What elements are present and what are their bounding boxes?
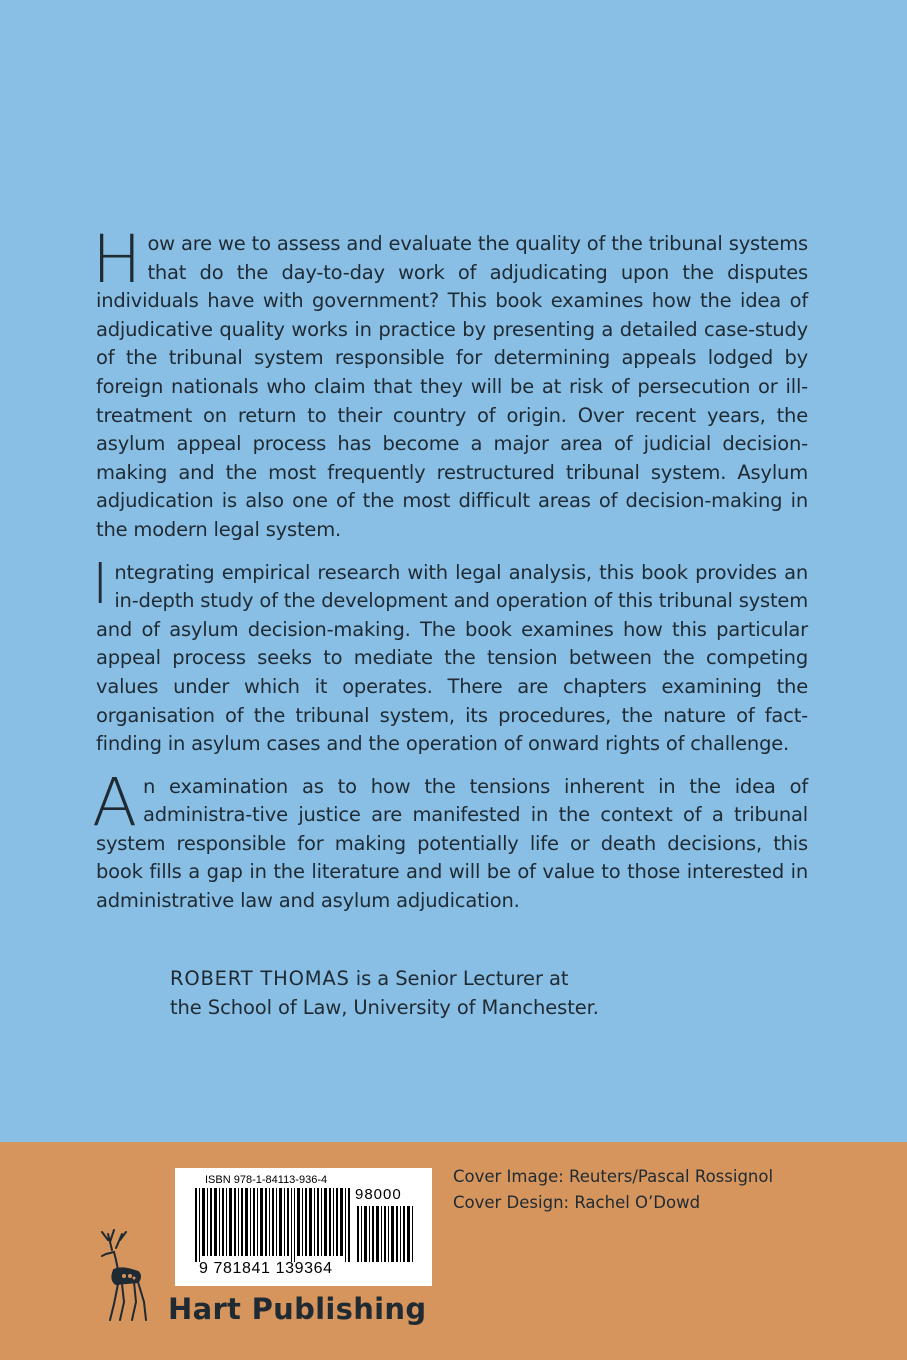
blurb-text: ntegrating empirical research with legal analysis, this book provides an in-depth study of the development and operation of this tribunal system and of asylum decision-making. The book examines how this particular appeal process seeks to mediate the tension between the competing values under which it operates. There are chapters examining the organisation of the tribunal system, its procedures, the nature of fact-finding in asylum cases and the operation of onward rights of challenge. <box>96 560 808 756</box>
blurb <box>92 221 808 930</box>
isbn-label: ISBN 978-1-84113-936-4 <box>205 1174 328 1186</box>
author-bio <box>170 964 690 1022</box>
cover-design-credit: Cover Design: Rachel O’Dowd <box>453 1193 701 1212</box>
author-bio-text: is a Senior Lecturer at <box>349 967 569 990</box>
blurb-paragraph-3 <box>92 763 808 916</box>
author-name: ROBERT THOMAS <box>170 967 350 990</box>
cover-credits <box>453 1164 773 1216</box>
author-bio-line-1 <box>170 964 690 993</box>
drop-cap: I <box>92 551 109 617</box>
price-code: 98000 <box>355 1186 402 1203</box>
publisher-name: Hart Publishing <box>168 1292 427 1326</box>
footer-band <box>0 1142 907 1360</box>
deer-logo-icon <box>86 1226 150 1326</box>
drop-cap: A <box>92 763 137 841</box>
drop-cap: H <box>92 221 142 298</box>
blurb-text: n examination as to how the tensions inherent in the idea of administra-tive justice are manifested in the context of a tribunal system responsible for making potentially life or death decisions, this book fills a gap in the literature and will be of value to those interested in administrative law and asylum adjudication. <box>96 774 808 913</box>
barcode-digits: 9 781841 139364 <box>199 1260 333 1277</box>
blurb-paragraph-2 <box>92 551 808 759</box>
blurb-paragraph-1 <box>92 221 808 545</box>
author-bio-line-2: the School of Law, University of Manchester. <box>170 996 599 1019</box>
blurb-text: ow are we to assess and evaluate the quality of the tribunal systems that do the day-to-day work of adjudicating upon the disputes individuals have with government? This book examines how the idea of adjudicative quality works in practice by presenting a detailed case-study of the tribunal system responsible for determining appeals lodged by foreign nationals who claim that they will be at risk of persecution or ill-treatment on return to their country of origin. Over recent years, the asylum appeal process has become a major area of judicial decision-making and the most frequently restructured tribunal system. Asylum adjudication is also one of the most difficult areas of decision-making in the modern legal system. <box>96 232 808 541</box>
cover-image-credit: Cover Image: Reuters/Pascal Rossignol <box>453 1167 774 1186</box>
isbn-barcode <box>175 1168 432 1286</box>
